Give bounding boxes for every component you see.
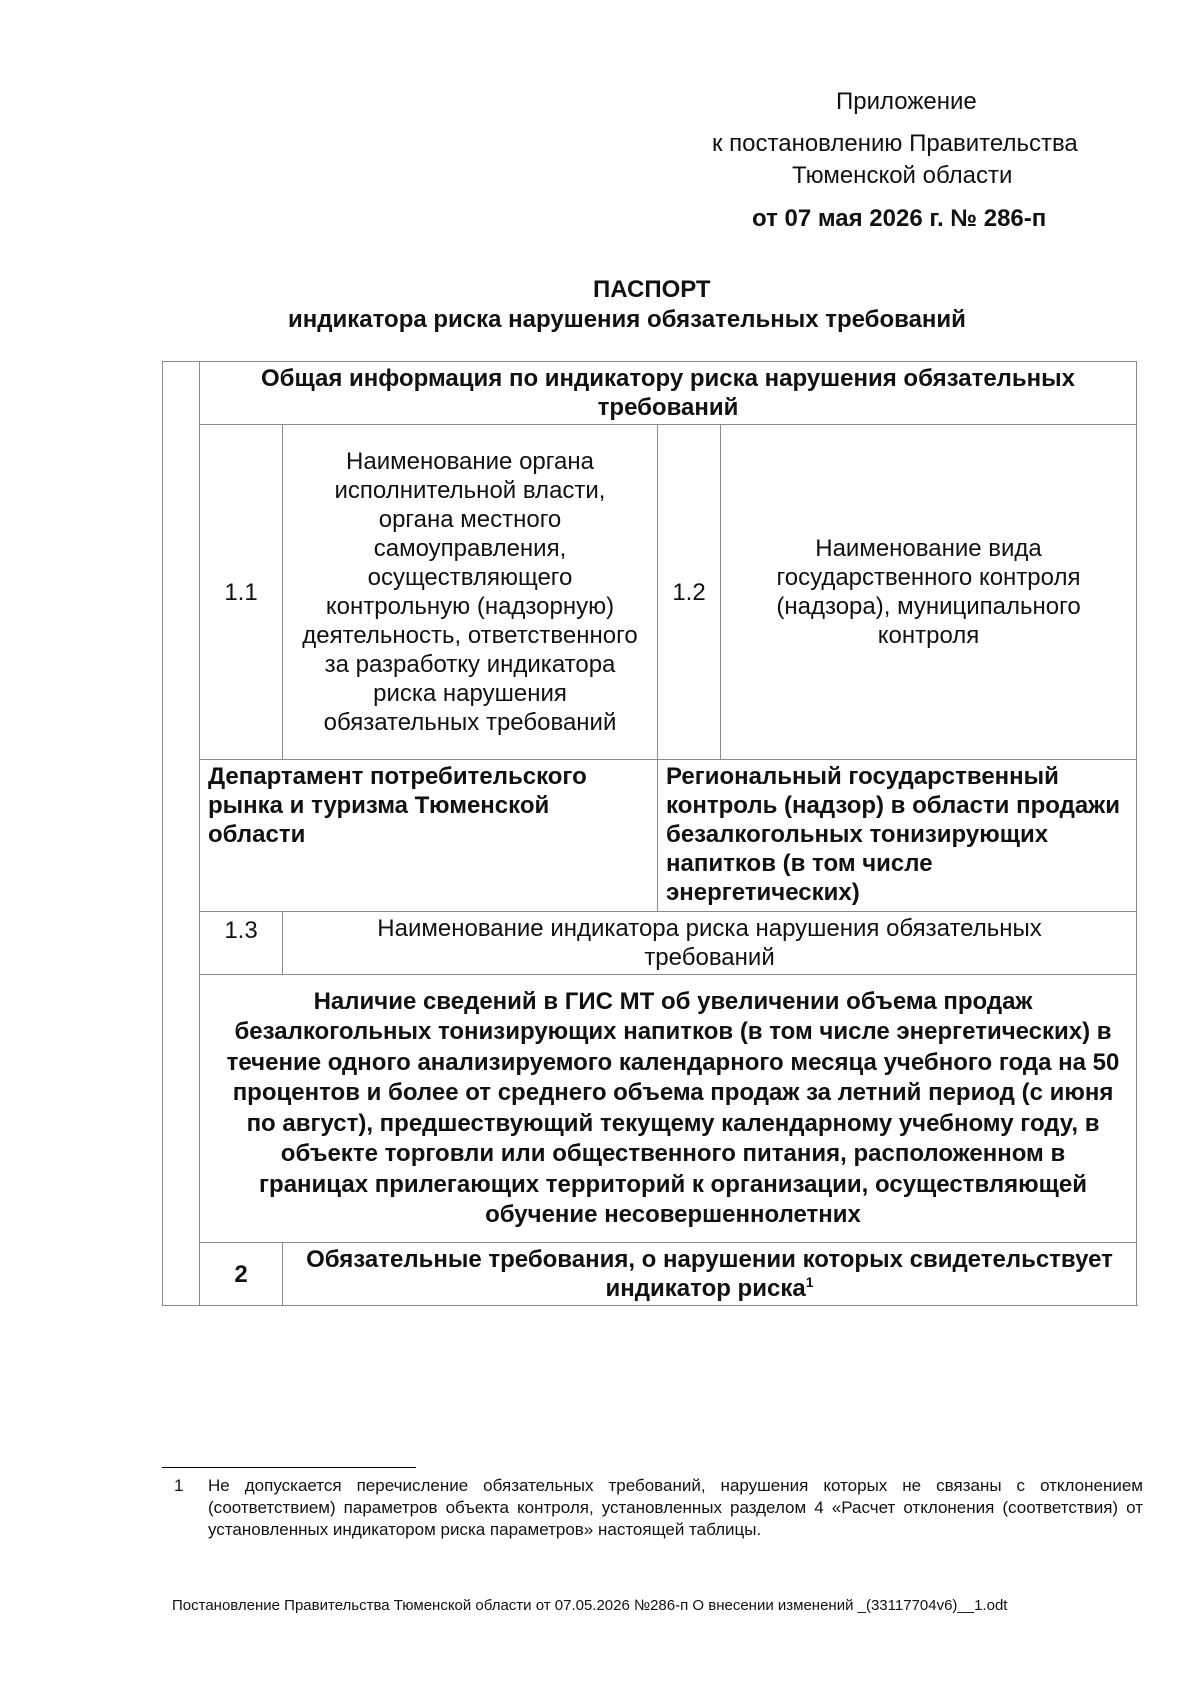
footnote-text: Не допускается перечисление обязательных требований, нарушения которых не связаны с отклонением (соответствием) параметров объекта контроля, установленных разделом 4 «Расчет отклонения (соответствия) от установленных индикатором риска параметров» настоящей таблицы. xyxy=(208,1476,1143,1539)
row-1-3-label: Наименование индикатора риска нарушения обязательных требований xyxy=(283,912,1137,975)
row-1-1-value: Департамент потребительского рынка и туризма Тюменской области xyxy=(200,760,658,912)
section2-header: Обязательные требования, о нарушении которых свидетельствует индикатор риска xyxy=(306,1246,1113,1302)
footnote-number: 1 xyxy=(174,1476,184,1495)
row-1-3-number: 1.3 xyxy=(200,912,283,975)
row-1-2-number: 1.2 xyxy=(658,425,721,760)
date-number: от 07 мая 2026 г. № 286-п xyxy=(752,205,1047,232)
section2-header-cell xyxy=(283,1243,1137,1306)
row-1-2-label: Наименование вида государственного контроля (надзора), муниципального контроля xyxy=(721,425,1137,760)
section1-header: Общая информация по индикатору риска нарушения обязательных требований xyxy=(200,362,1137,425)
resolution-line-1: к постановлению Правительства xyxy=(712,130,1078,157)
footnote-separator xyxy=(162,1467,416,1468)
section1-number-cell xyxy=(163,362,200,1306)
appendix-label: Приложение xyxy=(836,88,977,115)
resolution-line-2: Тюменской области xyxy=(792,162,1013,189)
row-1-1-number: 1.1 xyxy=(200,425,283,760)
passport-table xyxy=(162,361,1137,1306)
footnote-reference[interactable]: 1 xyxy=(805,1274,814,1290)
row-1-2-value: Региональный государственный контроль (надзор) в области продажи безалкогольных тонизирующих напитков (в том числе энергетических) xyxy=(658,760,1137,912)
row-1-3-value: Наличие сведений в ГИС МТ об увеличении объема продаж безалкогольных тонизирующих напитков (в том числе энергетических) в течение одного анализируемого календарного месяца учебного года на 50 процентов и более от среднего объема продаж за летний период (с июня по август), предшествующий текущему календарному учебному году, в объекте торговли или общественного питания, расположенном в границах прилегающих территорий к организации, осуществляющей обучение несовершеннолетних xyxy=(200,975,1137,1243)
section2-number: 2 xyxy=(200,1243,283,1306)
page-footer: Постановление Правительства Тюменской области от 07.05.2026 №286-п О внесении изменений _(33117704v6)__1.odt xyxy=(172,1597,1008,1614)
document-subtitle: индикатора риска нарушения обязательных требований xyxy=(288,306,966,333)
document-title: ПАСПОРТ xyxy=(593,276,711,303)
row-1-1-label: Наименование органа исполнительной власти, органа местного самоуправления, осуществляющего контрольную (надзорную) деятельность, ответственного за разработку индикатора риска нарушения обязательных требований xyxy=(283,425,658,760)
